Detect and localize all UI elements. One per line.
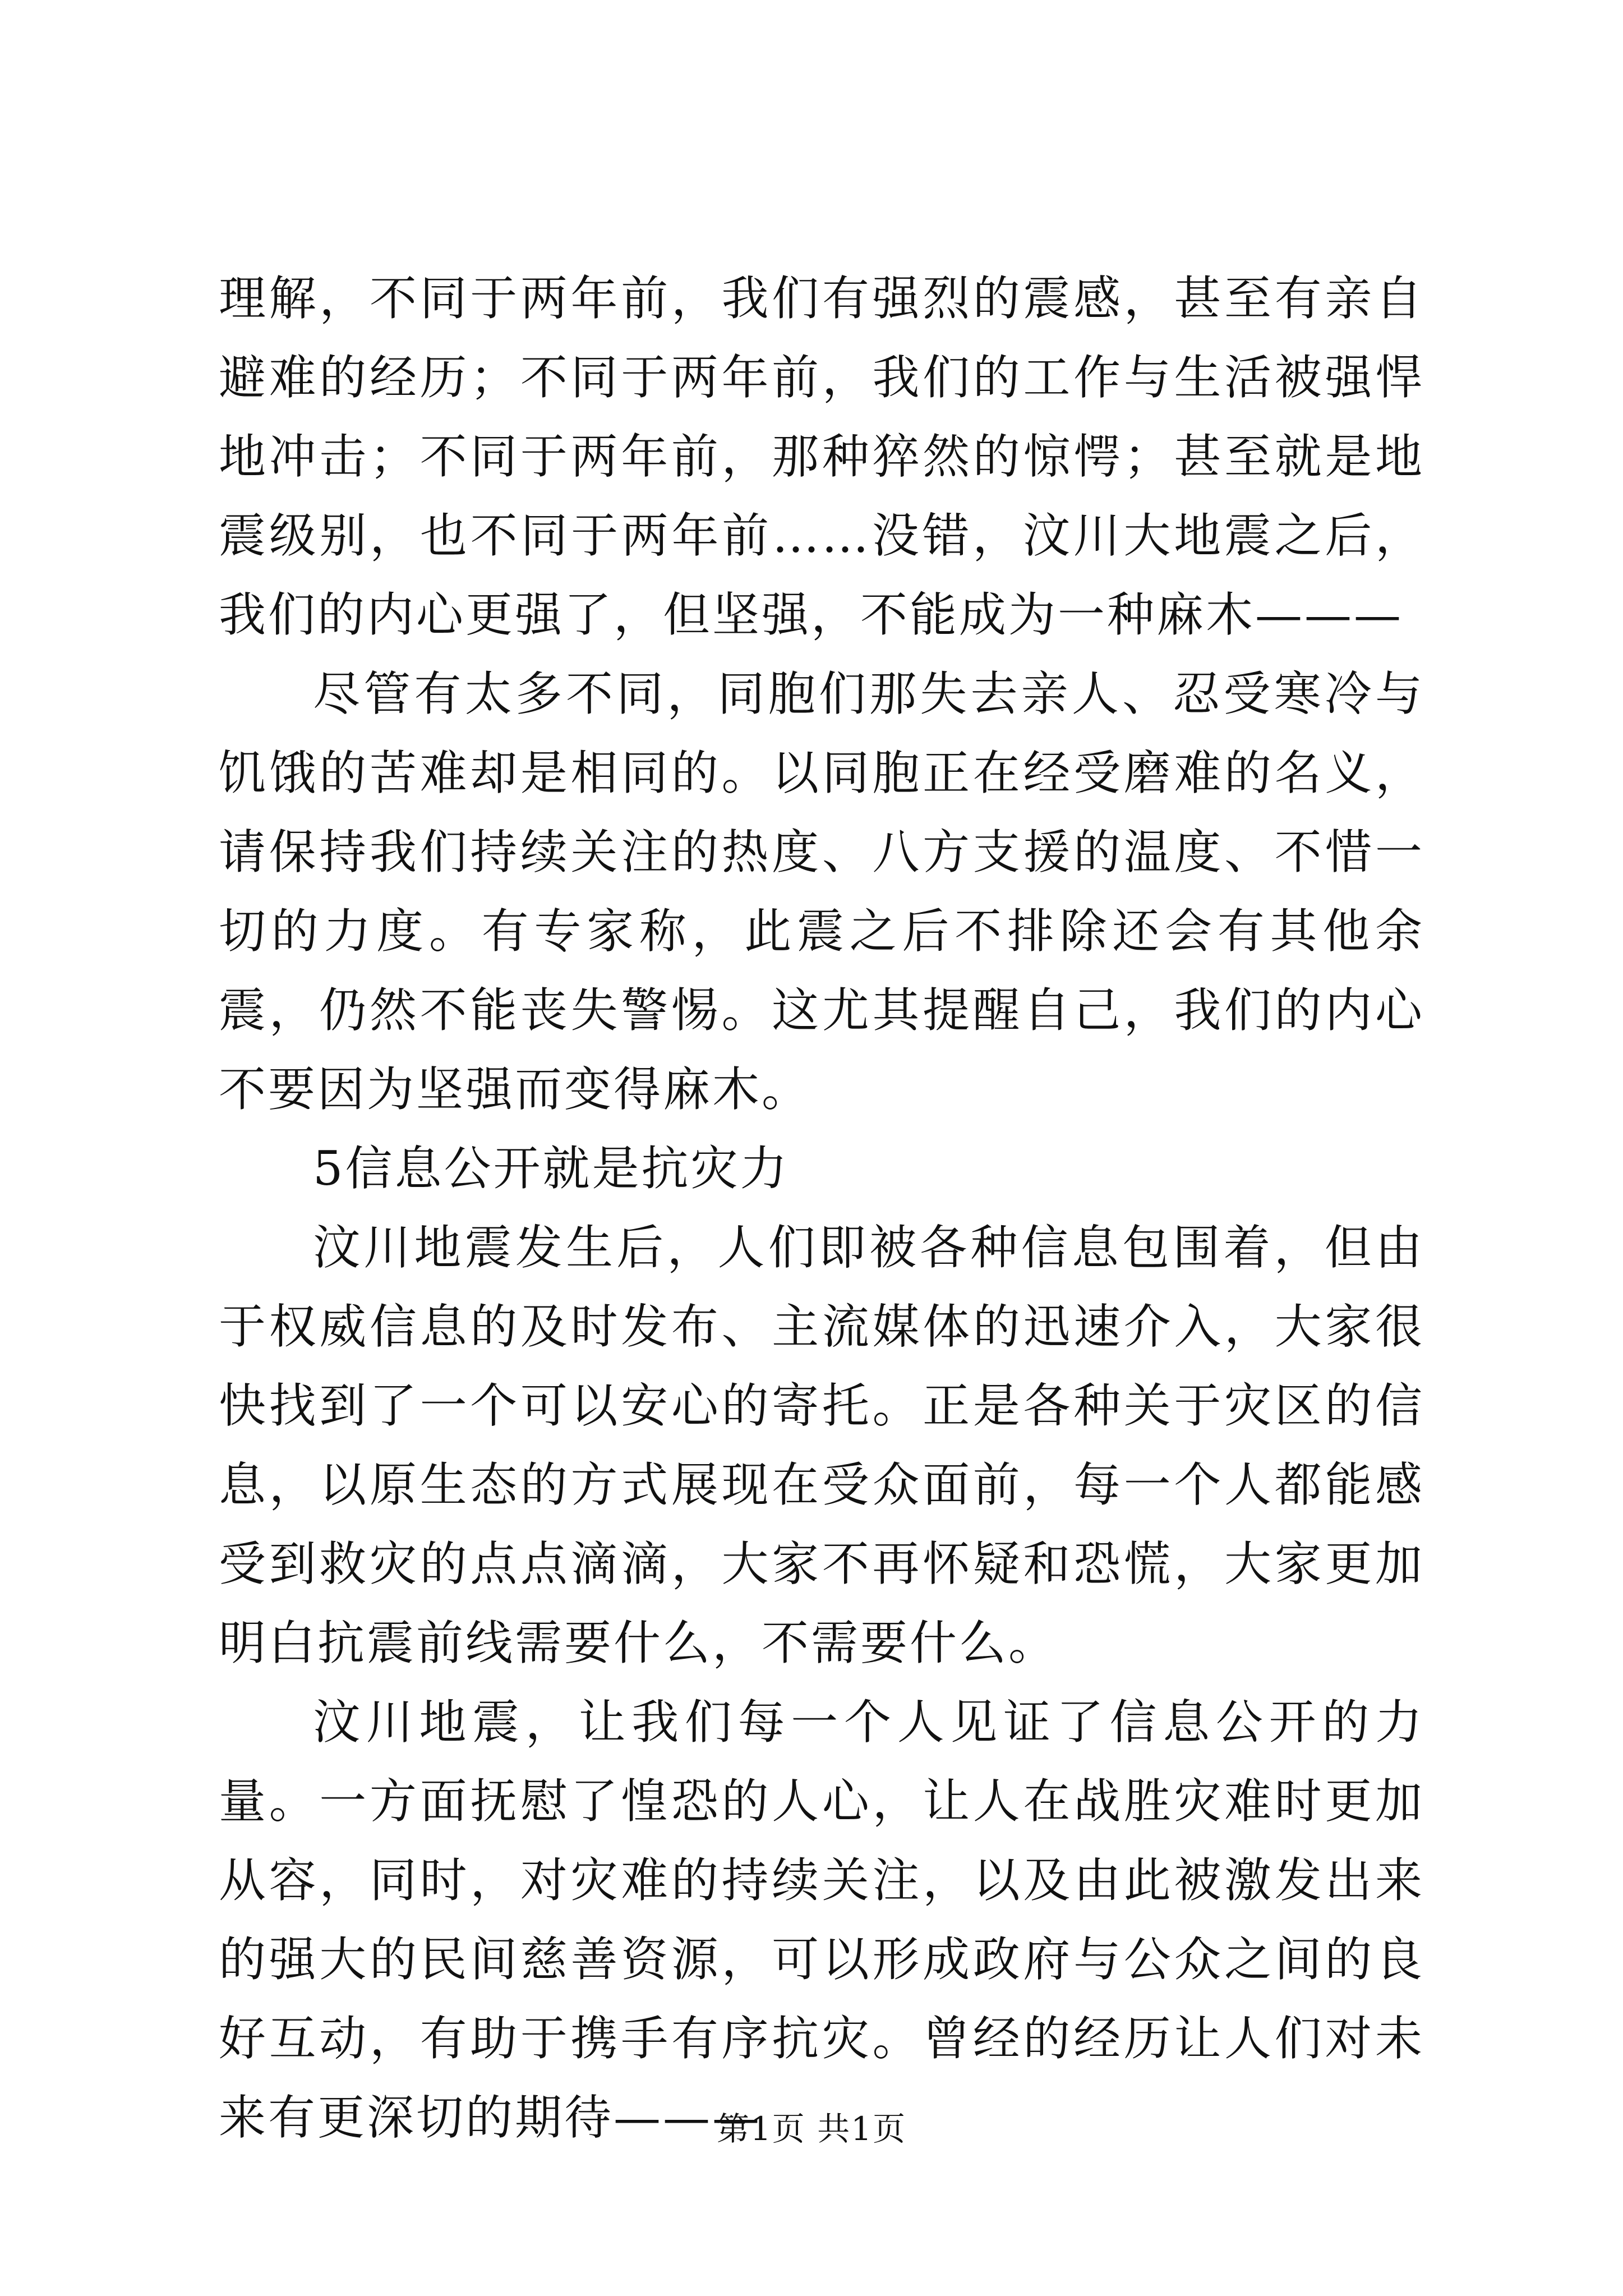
document-body [219, 259, 1424, 2157]
paragraph-4: 汶川地震，让我们每一个人见证了信息公开的力量。一方面抚慰了惶恐的人心，让人在战胜灾难时更加从容，同时，对灾难的持续关注，以及由此被激发出来的强大的民间慈善资源，可以形成政府与公众之间的良好互动，有助于携手有序抗灾。曾经的经历让人们对未来有更深切的期待——— [219, 1695, 1424, 2145]
paragraph-2: 尽管有太多不同，同胞们那失去亲人、忍受寒冷与饥饿的苦难却是相同的。以同胞正在经受磨难的名义，请保持我们持续关注的热度、八方支援的温度、不惜一切的力度。有专家称，此震之后不排除还会有其他余震，仍然不能丧失警惕。这尤其提醒自己，我们的内心不要因为坚强而变得麻木。 [219, 666, 1424, 1117]
paragraph-3: 汶川地震发生后，人们即被各种信息包围着，但由于权威信息的及时发布、主流媒体的迅速介入，大家很快找到了一个可以安心的寄托。正是各种关于灾区的信息，以原生态的方式展现在受众面前，每一个人都能感受到救灾的点点滴滴，大家不再怀疑和恐慌，大家更加明白抗震前线需要什么，不需要什么。 [219, 1220, 1424, 1671]
section-heading: 5信息公开就是抗灾力 [313, 1141, 790, 1196]
paragraph-1: 理解，不同于两年前，我们有强烈的震感，甚至有亲自避难的经历；不同于两年前，我们的工作与生活被强悍地冲击；不同于两年前，那种猝然的惊愕；甚至就是地震级别，也不同于两年前……没错，汶川大地震之后，我们的内心更强了，但坚强，不能成为一种麻木——— [219, 271, 1424, 642]
page-footer: 第1页 共1页 [716, 2110, 907, 2148]
